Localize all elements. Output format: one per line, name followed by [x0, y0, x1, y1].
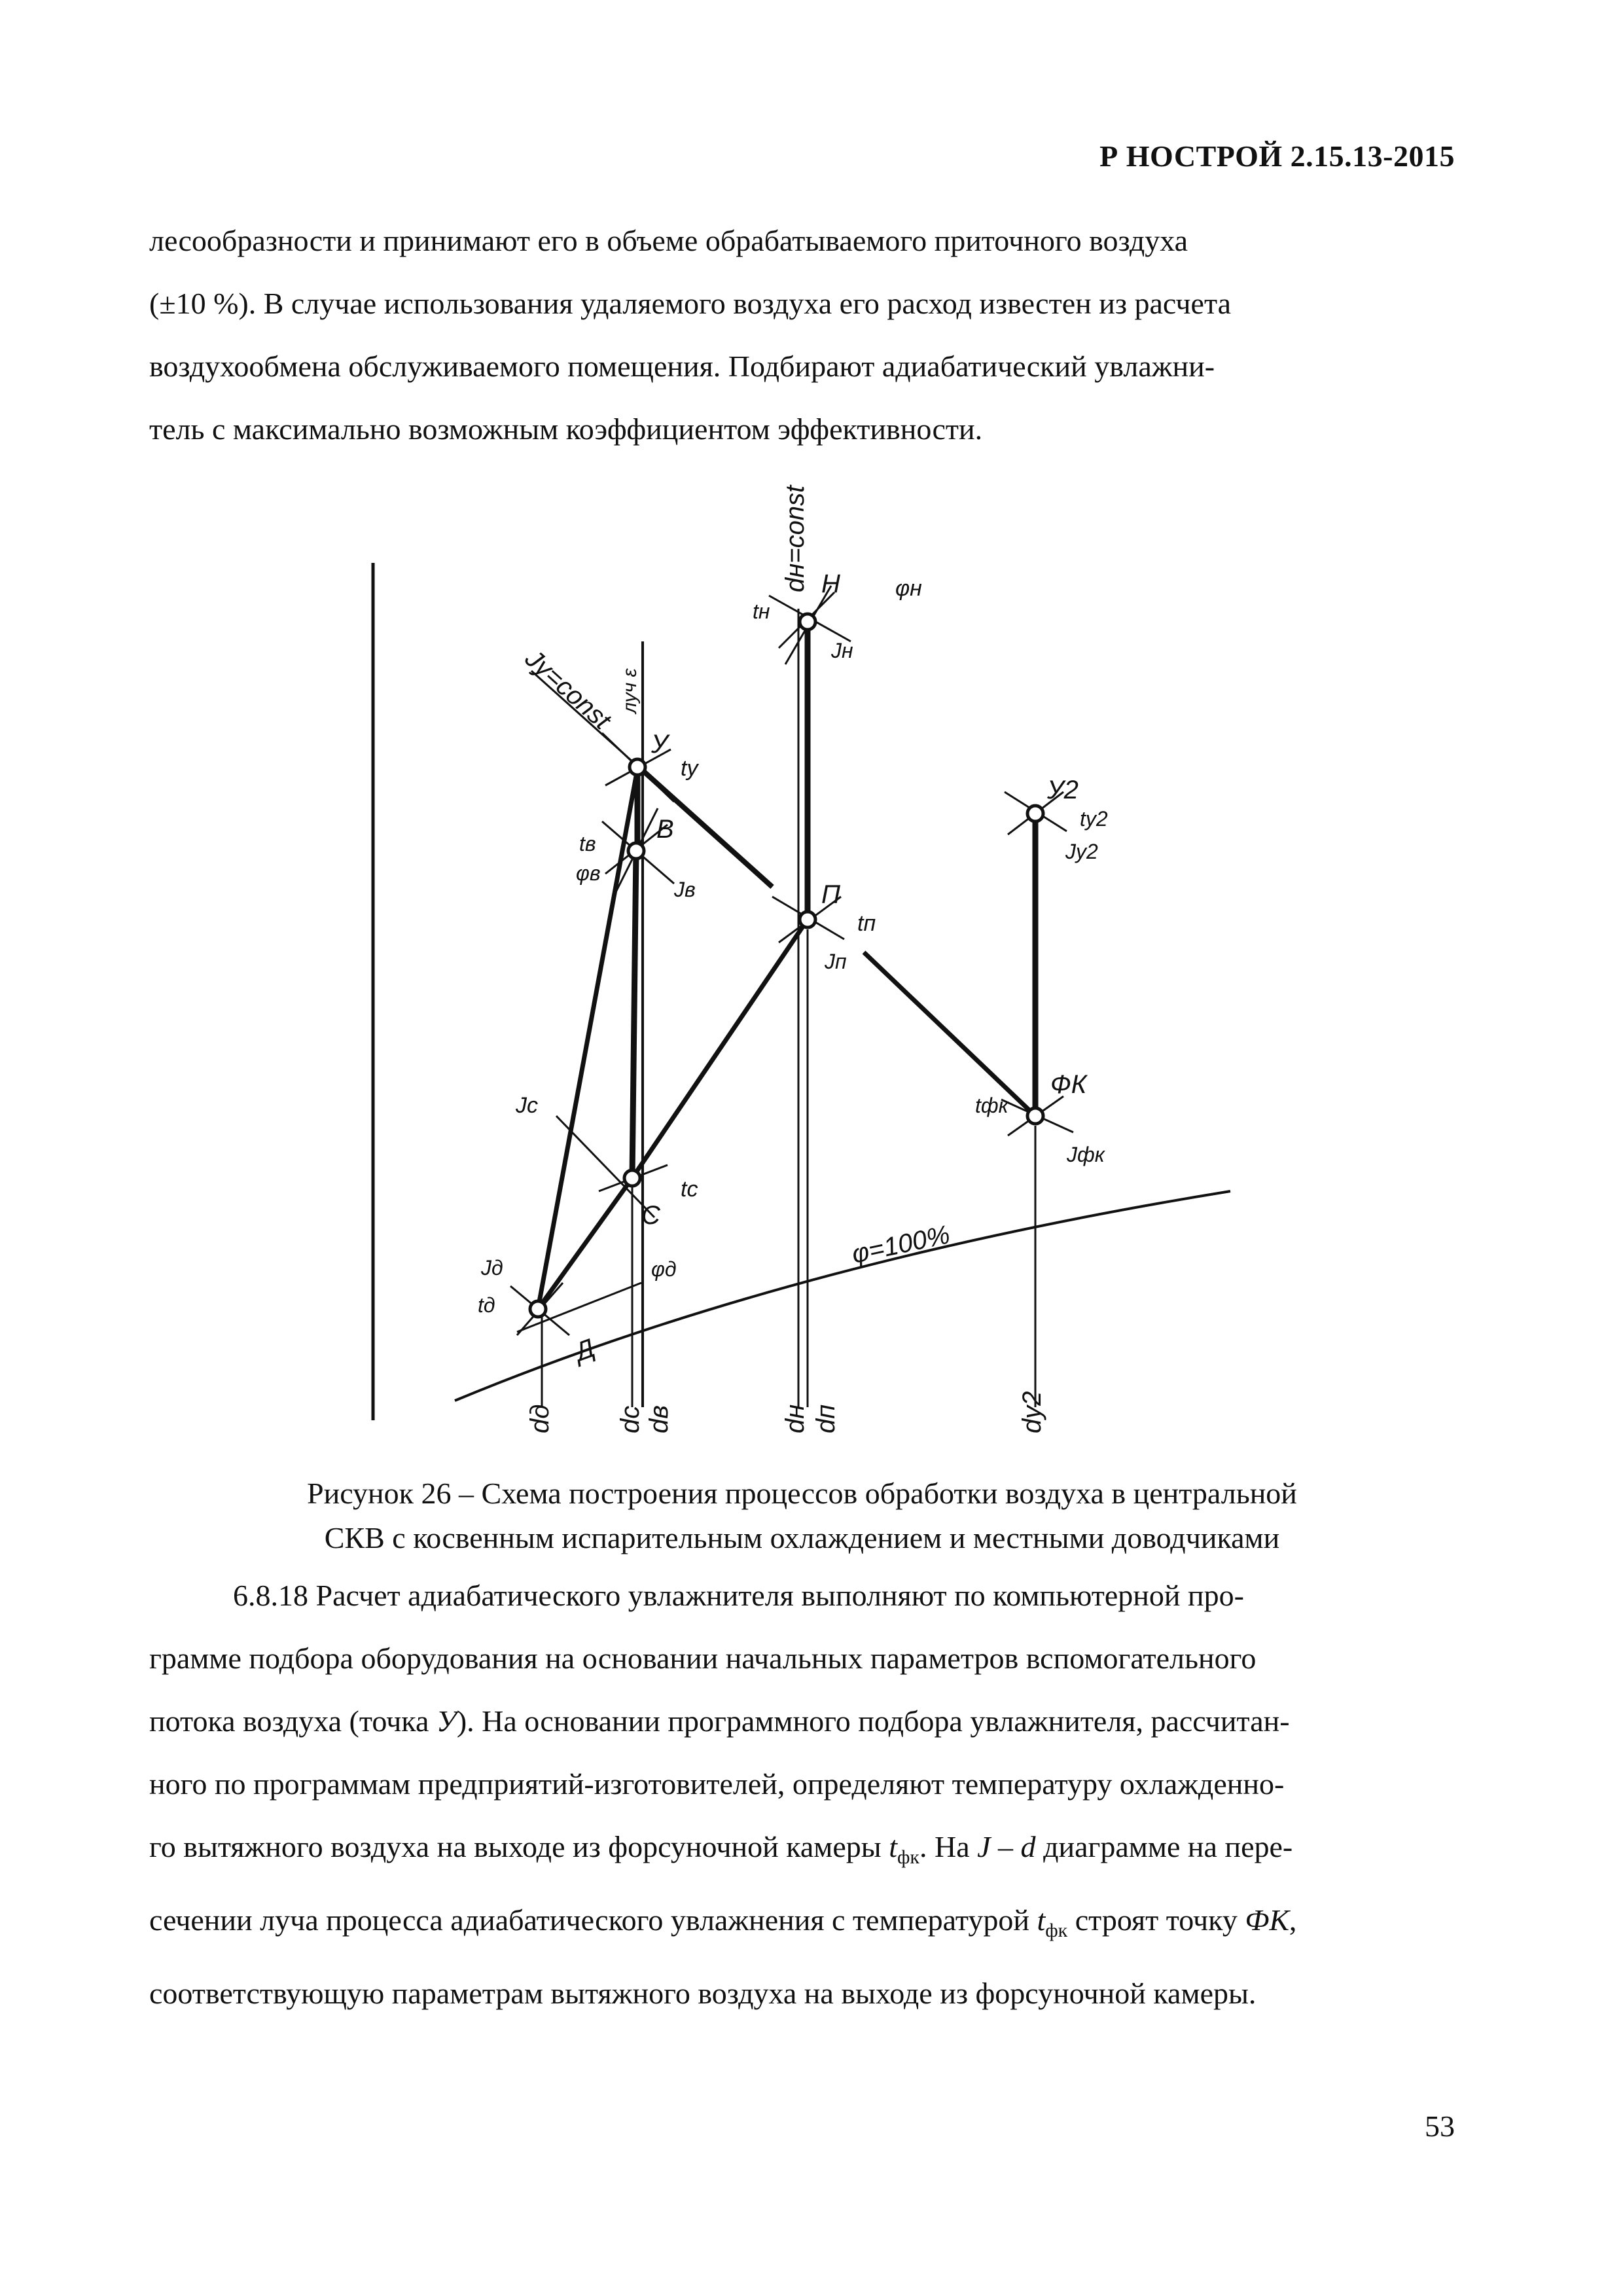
label-j-p: Jп	[825, 950, 847, 973]
label-point-d: Д	[571, 1333, 599, 1367]
label-point-u2: У2	[1047, 776, 1079, 804]
text-line: грамме подбора оборудования на основании начальных параметров вспомогательного	[149, 1641, 1257, 1675]
point-u2-marker	[1027, 806, 1043, 821]
label-j-fk: Jфк	[1067, 1143, 1105, 1166]
figure-caption	[149, 1471, 1455, 1560]
label-j-c: Jс	[516, 1093, 538, 1118]
label-j-n: Jн	[831, 639, 853, 662]
label-point-p: П	[821, 880, 840, 909]
point-b-marker	[628, 843, 644, 859]
label-jy-const: Jу=const	[519, 643, 616, 736]
text-line: сечении луча процесса адиабатического увлажнения с температурой $t_{фк}$ строят точку ФК,	[149, 1903, 1297, 1942]
label-j-b: Jв	[674, 878, 696, 901]
text-line: воздухообмена обслуживаемого помещения. Подбирают адиабатический увлажни-	[149, 350, 1215, 383]
point-n-marker	[800, 614, 815, 630]
text-line: соответствующую параметрам вытяжного воздуха на выходе из форсуночной камеры.	[149, 1977, 1257, 2011]
point-d-marker	[530, 1301, 546, 1317]
text-line: ного по программам предприятий-изготовителей, определяют температуру охлажденно-	[149, 1767, 1285, 1801]
label-t-u2: tу2	[1080, 807, 1108, 831]
text-line: лесообразности и принимают его в объеме обрабатываемого приточного воздуха	[149, 224, 1188, 257]
label-j-d: Jд	[481, 1256, 503, 1280]
label-t-n: tн	[753, 600, 770, 623]
label-t-d: tд	[478, 1293, 495, 1317]
label-luch-e: луч ε	[619, 668, 641, 713]
document-header: Р НОСТРОЙ 2.15.13-2015	[1099, 139, 1455, 173]
label-dn-const: dн=const	[781, 485, 810, 592]
text-line: (±10 %). В случае использования удаляемого воздуха его расход известен из расчета	[149, 287, 1232, 320]
label-d-p: dп	[812, 1404, 840, 1433]
point-fk-marker	[1027, 1108, 1043, 1124]
text-line: тель с максимально возможным коэффициентом эффективности.	[149, 412, 983, 446]
jd-ref: J – d	[977, 1830, 1036, 1863]
label-t-fk: tфк	[975, 1094, 1008, 1117]
process-line-p-fk	[864, 952, 1035, 1116]
label-t-p: tп	[857, 911, 876, 936]
label-t-u: tу	[681, 756, 698, 781]
label-d-u2: dу2	[1018, 1391, 1046, 1433]
label-point-b: В	[656, 815, 674, 844]
text-line: потока воздуха (точка У). На основании программного подбора увлажнителя, рассчитан-	[149, 1704, 1290, 1738]
process-line-b-c	[632, 851, 636, 1178]
label-d-n: dн	[781, 1404, 810, 1433]
label-d-d: dд	[526, 1404, 554, 1433]
text-line: 6.8.18 Расчет адиабатического увлажнителя выполняют по компьютерной про-	[233, 1579, 1244, 1612]
label-d-c: dс	[616, 1405, 645, 1433]
label-phi-n: φн	[895, 576, 922, 601]
point-u-marker	[630, 759, 645, 775]
label-point-u: У	[651, 730, 668, 759]
caption-line: Рисунок 26 – Схема построения процессов обработки воздуха в центральной	[307, 1477, 1297, 1510]
point-ref: ФК	[1245, 1903, 1289, 1937]
label-point-n: Н	[821, 569, 840, 598]
saturation-curve	[455, 1191, 1230, 1401]
label-t-b: tв	[579, 832, 596, 855]
label-t-c: tс	[681, 1177, 698, 1202]
page-number: 53	[1425, 2109, 1455, 2143]
point-ref: У	[436, 1704, 457, 1738]
point-c-marker	[624, 1170, 640, 1186]
caption-line: СКВ с косвенным испарительным охлаждением и местными доводчиками	[324, 1521, 1280, 1554]
label-point-fk: ФК	[1050, 1070, 1087, 1099]
label-phi-d: φд	[651, 1257, 677, 1281]
section-paragraph	[149, 1564, 1455, 2025]
label-point-c: С	[641, 1201, 660, 1230]
label-phi-b: φв	[576, 861, 601, 885]
label-j-u2: Jу2	[1065, 840, 1098, 863]
point-p-marker	[800, 912, 815, 927]
process-line-c-p	[632, 920, 808, 1178]
label-d-b: dв	[645, 1405, 673, 1433]
label-phi-100: φ=100%	[849, 1220, 953, 1269]
text-line: го вытяжного воздуха на выходе из форсуночной камеры $t_{фк}$. На J – d диаграмме на пере-	[149, 1830, 1293, 1869]
